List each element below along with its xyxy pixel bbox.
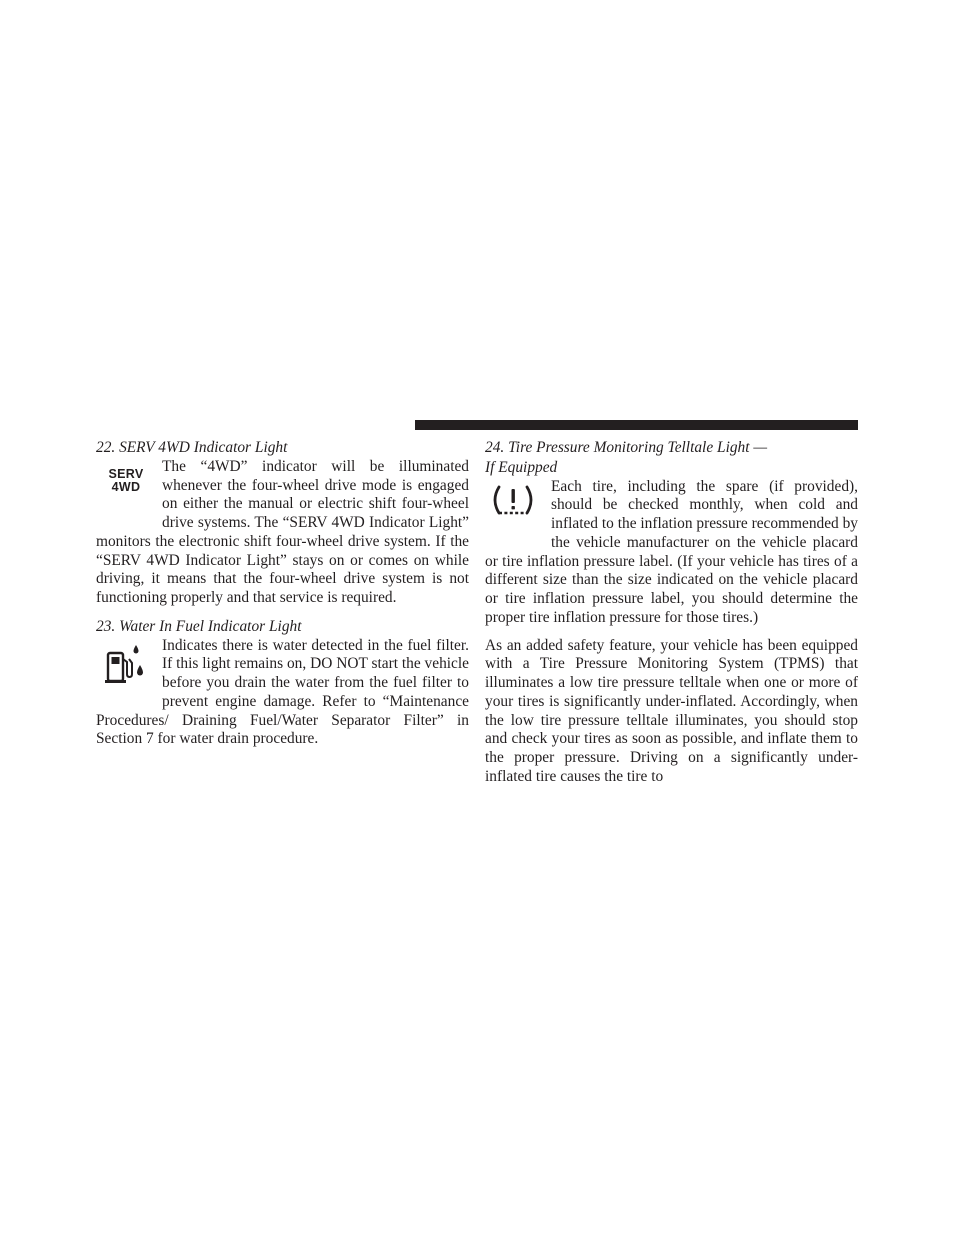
left-column [96, 438, 469, 749]
header-rule [415, 420, 858, 430]
serv-4wd-icon [96, 458, 152, 518]
section-22-body: The “4WD” indicator will be illuminated whenever the four-wheel drive mode is engaged on either the manual or electric shift four-wheel drive systems. The “SERV 4WD Indicator Light” monitors the electronic shift four-wheel drive system. If the “SERV 4WD Indicator Light” stays on or comes on while driving, it means that the four-wheel drive system is not functioning properly and that service is required. [96, 457, 469, 606]
section-22-heading: 22. SERV 4WD Indicator Light [96, 439, 288, 456]
serv-4wd-icon-line2: 4WD [111, 479, 141, 494]
water-in-fuel-icon [96, 637, 152, 711]
section-24-heading-line1: 24. Tire Pressure Monitoring Telltale Light — [485, 439, 768, 456]
right-column [485, 438, 858, 787]
section-24-body-1: Each tire, including the spare (if provided), should be checked monthly, when cold and inflated to the inflation pressure recommended by the vehicle manufacturer on the vehicle placard or tire inflation pressure label. (If your vehicle has tires of a different size than the size indicated on the vehicle placard or tire inflation pressure label, you should determine the proper tire inflation pressure for those tires.) [485, 477, 858, 626]
serv-4wd-icon-line1: SERV [108, 466, 144, 481]
tire-pressure-icon [485, 478, 541, 550]
section-23-heading: 23. Water In Fuel Indicator Light [96, 617, 302, 635]
section-23-body: Indicates there is water detected in the fuel filter. If this light remains on, DO NOT start the vehicle before you drain the water from the fuel filter to prevent engine damage. Refer to “Maintenance Procedures/ Draining Fuel/Water Separator Filter” in Section 7 for water drain procedure. [96, 636, 469, 748]
section-24-heading-line2: If Equipped [485, 458, 558, 476]
section-24-body-2: As an added safety feature, your vehicle has been equipped with a Tire Pressure Monitoring System (TPMS) that illuminates a low tire pressure telltale when one or more of your tires is significantly under-inflated. Accordingly, when the low tire pressure telltale illuminates, you should stop and check your tires as soon as possible, and inflate them to the proper pressure. Driving on a significantly under-inflated tire causes the tire to [485, 636, 858, 785]
